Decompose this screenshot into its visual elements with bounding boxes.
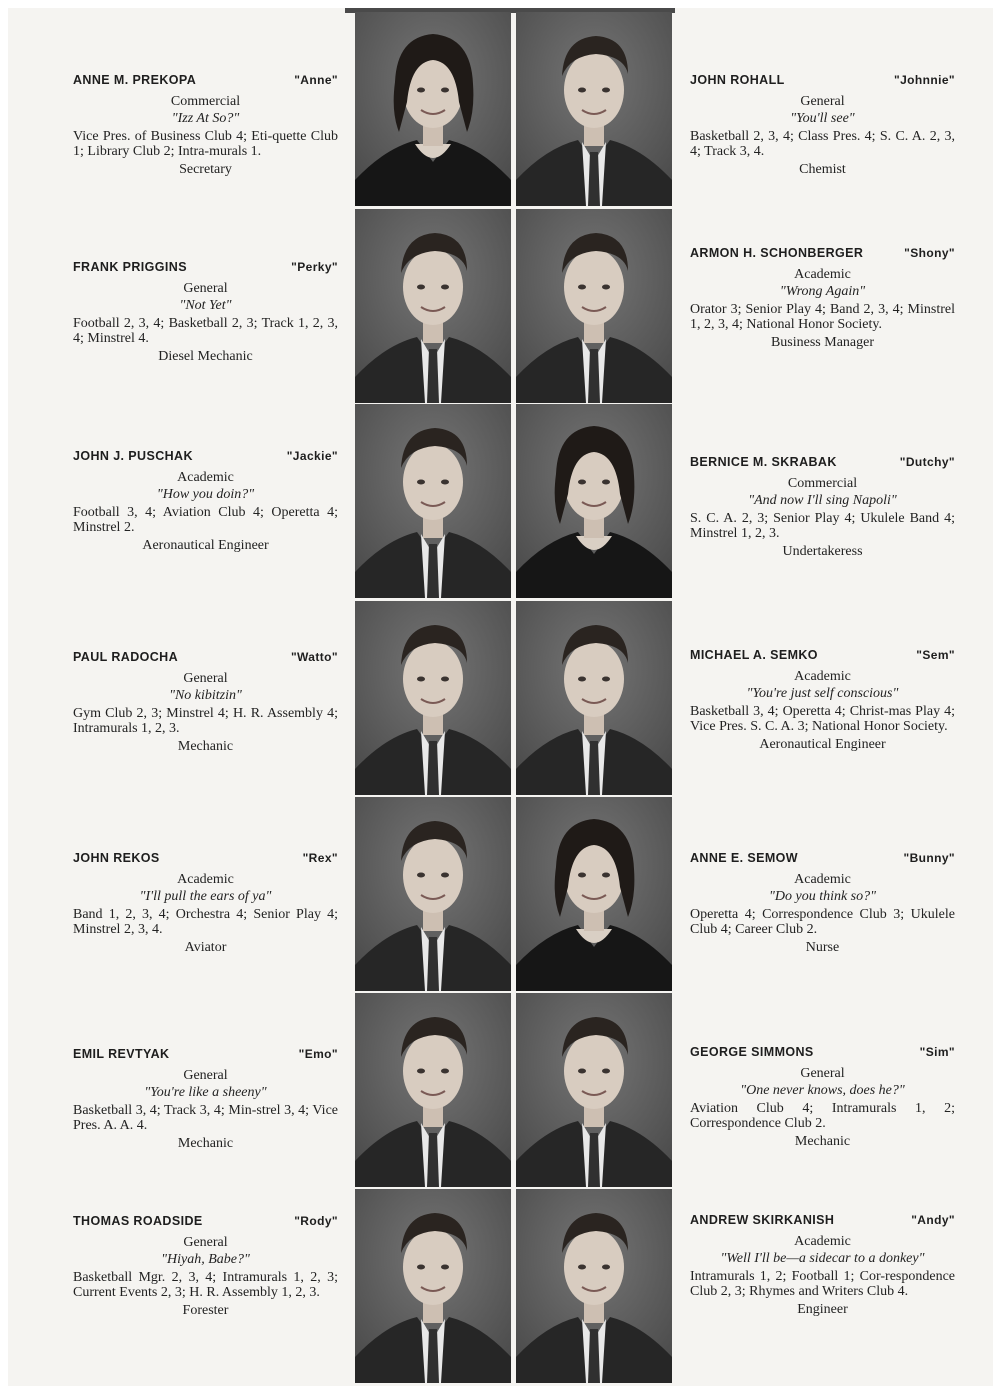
student-quote: "And now I'll sing Napoli" [748, 493, 897, 508]
student-career: Forester [182, 1303, 229, 1318]
student-entry [690, 73, 955, 178]
student-nickname: "Rex" [302, 851, 338, 865]
student-name: MICHAEL A. SEMKO [690, 648, 818, 662]
student-course: Academic [794, 1234, 851, 1249]
student-entry [73, 449, 338, 554]
student-name: GEORGE SIMMONS [690, 1045, 814, 1059]
name-row [73, 449, 338, 463]
student-nickname: "Shony" [904, 246, 955, 260]
student-quote: "Not Yet" [179, 298, 232, 313]
student-career: Chemist [799, 162, 846, 177]
student-course: General [183, 281, 228, 296]
student-entry [73, 650, 338, 755]
name-row [73, 1214, 338, 1228]
student-nickname: "Emo" [298, 1047, 338, 1061]
student-nickname: "Sem" [916, 648, 955, 662]
name-row [690, 73, 955, 87]
student-activities: Gym Club 2, 3; Minstrel 4; H. R. Assembly 4; Intramurals 1, 2, 3. [73, 706, 338, 736]
student-photo [516, 12, 672, 206]
student-course: Commercial [787, 476, 858, 491]
student-entry [73, 260, 338, 365]
student-photo [355, 993, 511, 1187]
student-photo [516, 209, 672, 403]
student-entry [690, 246, 955, 351]
student-photo [516, 797, 672, 991]
student-photo [516, 601, 672, 795]
student-course: Academic [177, 872, 234, 887]
student-photo [355, 404, 511, 598]
student-career: Undertakeress [782, 544, 863, 559]
student-activities: Basketball 2, 3, 4; Class Pres. 4; S. C. A. 2, 3, 4; Track 3, 4. [690, 129, 955, 159]
student-name: FRANK PRIGGINS [73, 260, 187, 274]
student-name: THOMAS ROADSIDE [73, 1214, 203, 1228]
student-course: General [183, 1068, 228, 1083]
student-entry [690, 1045, 955, 1150]
student-career: Diesel Mechanic [158, 349, 253, 364]
student-activities: Basketball 3, 4; Operetta 4; Christ-mas Play 4; Vice Pres. S. C. A. 3; National Honor Society. [690, 704, 955, 734]
student-activities: S. C. A. 2, 3; Senior Play 4; Ukulele Band 4; Minstrel 1, 2, 3. [690, 511, 955, 541]
student-name: JOHN J. PUSCHAK [73, 449, 193, 463]
student-name: ANNE E. SEMOW [690, 851, 798, 865]
student-nickname: "Dutchy" [899, 455, 955, 469]
student-name: JOHN ROHALL [690, 73, 785, 87]
student-quote: "Wrong Again" [779, 284, 866, 299]
student-name: PAUL RADOCHA [73, 650, 179, 664]
student-name: EMIL REVTYAK [73, 1047, 170, 1061]
student-quote: "I'll pull the ears of ya" [139, 889, 272, 904]
student-nickname: "Rody" [294, 1214, 338, 1228]
student-activities: Basketball Mgr. 2, 3, 4; Intramurals 1, 2, 3; Current Events 2, 3; H. R. Assembly 1, 2, 3. [73, 1270, 338, 1300]
student-activities: Football 2, 3, 4; Basketball 2, 3; Track 1, 2, 3, 4; Minstrel 4. [73, 316, 338, 346]
student-activities: Aviation Club 4; Intramurals 1, 2; Correspondence Club 2. [690, 1101, 955, 1131]
student-course: General [183, 671, 228, 686]
name-row [690, 851, 955, 865]
student-entry [73, 73, 338, 178]
student-photo [355, 209, 511, 403]
student-career: Mechanic [177, 739, 234, 754]
student-name: ANNE M. PREKOPA [73, 73, 197, 87]
name-row [690, 246, 955, 260]
student-career: Nurse [805, 940, 840, 955]
student-entry [690, 851, 955, 956]
student-quote: "How you doin?" [156, 487, 255, 502]
student-photo [355, 1189, 511, 1383]
student-entry [73, 851, 338, 956]
name-row [73, 851, 338, 865]
student-career: Mechanic [794, 1134, 851, 1149]
student-nickname: "Perky" [291, 260, 338, 274]
student-course: Commercial [170, 94, 241, 109]
student-activities: Orator 3; Senior Play 4; Band 2, 3, 4; Minstrel 1, 2, 3, 4; National Honor Society. [690, 302, 955, 332]
student-quote: "Izz At So?" [171, 111, 240, 126]
student-photo [516, 404, 672, 598]
name-row [73, 260, 338, 274]
student-course: Academic [794, 669, 851, 684]
student-quote: "Do you think so?" [768, 889, 877, 904]
student-photo [516, 993, 672, 1187]
student-nickname: "Anne" [294, 73, 338, 87]
student-nickname: "Andy" [911, 1213, 955, 1227]
student-activities: Intramurals 1, 2; Football 1; Cor-respondence Club 2, 3; Rhymes and Writers Club 4. [690, 1269, 955, 1299]
student-course: Academic [794, 872, 851, 887]
student-course: General [183, 1235, 228, 1250]
student-career: Secretary [179, 162, 232, 177]
student-career: Aeronautical Engineer [142, 538, 269, 553]
student-career: Aviator [184, 940, 227, 955]
student-nickname: "Jackie" [286, 449, 338, 463]
name-row [73, 73, 338, 87]
student-quote: "You're like a sheeny" [144, 1085, 267, 1100]
student-nickname: "Watto" [290, 650, 338, 664]
student-career: Aeronautical Engineer [759, 737, 886, 752]
student-nickname: "Bunny" [903, 851, 955, 865]
student-photo [355, 797, 511, 991]
student-quote: "Hiyah, Babe?" [161, 1252, 250, 1267]
student-activities: Band 1, 2, 3, 4; Orchestra 4; Senior Play 4; Minstrel 2, 3, 4. [73, 907, 338, 937]
student-course: Academic [177, 470, 234, 485]
student-activities: Operetta 4; Correspondence Club 3; Ukulele Club 4; Career Club 2. [690, 907, 955, 937]
student-activities: Basketball 3, 4; Track 3, 4; Min-strel 3, 4; Vice Pres. A. A. 4. [73, 1103, 338, 1133]
student-course: Academic [794, 267, 851, 282]
name-row [73, 650, 338, 664]
student-entry [73, 1214, 338, 1319]
student-course: General [800, 94, 845, 109]
student-photo [355, 12, 511, 206]
student-photo [355, 601, 511, 795]
student-name: BERNICE M. SKRABAK [690, 455, 837, 469]
student-name: ANDREW SKIRKANISH [690, 1213, 835, 1227]
student-entry [690, 648, 955, 753]
student-quote: "One never knows, does he?" [740, 1083, 905, 1098]
student-photo [516, 1189, 672, 1383]
student-entry [690, 1213, 955, 1318]
student-name: ARMON H. SCHONBERGER [690, 246, 864, 260]
student-activities: Football 3, 4; Aviation Club 4; Operetta 4; Minstrel 2. [73, 505, 338, 535]
student-nickname: "Johnnie" [894, 73, 955, 87]
student-career: Engineer [797, 1302, 848, 1317]
student-entry [73, 1047, 338, 1152]
name-row [73, 1047, 338, 1061]
student-name: JOHN REKOS [73, 851, 160, 865]
student-career: Business Manager [770, 335, 875, 350]
student-quote: "No kibitzin" [169, 688, 242, 703]
student-nickname: "Sim" [919, 1045, 955, 1059]
student-quote: "You're just self conscious" [746, 686, 899, 701]
student-course: General [800, 1066, 845, 1081]
name-row [690, 1045, 955, 1059]
name-row [690, 1213, 955, 1227]
student-career: Mechanic [177, 1136, 234, 1151]
student-activities: Vice Pres. of Business Club 4; Eti-quette Club 1; Library Club 2; Intra-murals 1. [73, 129, 338, 159]
student-entry [690, 455, 955, 560]
student-quote: "You'll see" [790, 111, 855, 126]
student-quote: "Well I'll be—a sidecar to a donkey" [720, 1251, 925, 1266]
name-row [690, 648, 955, 662]
name-row [690, 455, 955, 469]
